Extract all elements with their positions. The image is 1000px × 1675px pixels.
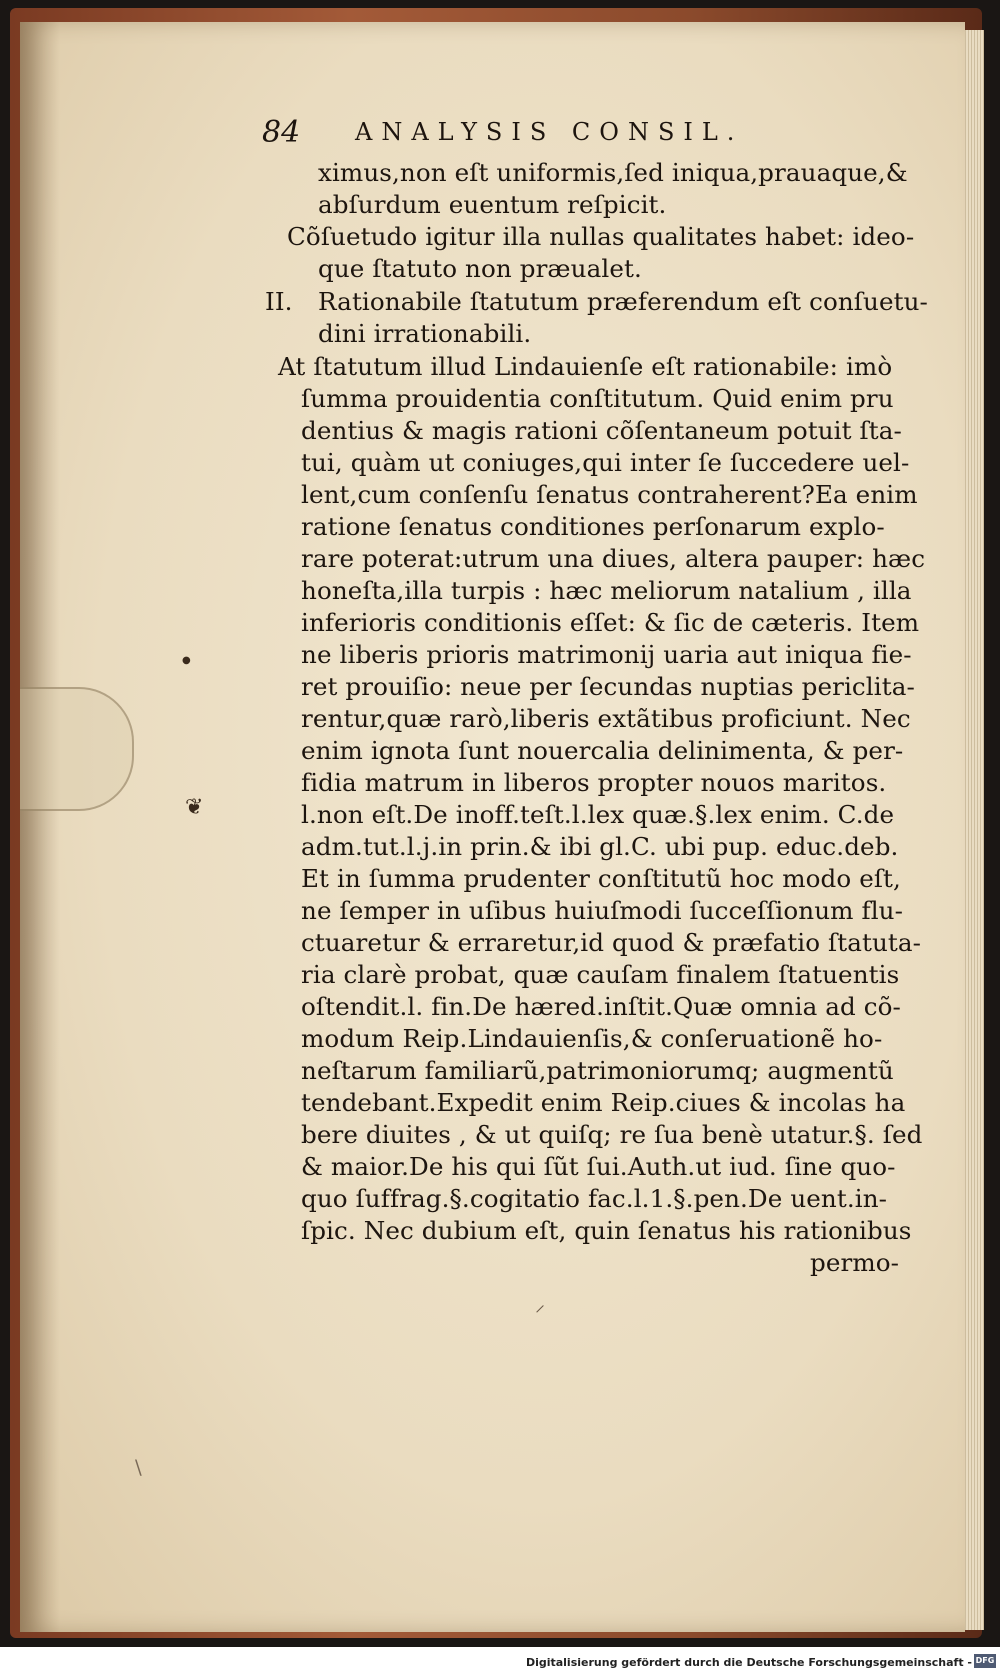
- text-line: tui, quàm ut coniuges,qui inter ſe ſuccedere uel-: [301, 448, 910, 477]
- text-line: ne liberis prioris matrimonij uaria aut iniqua fie-: [301, 640, 912, 669]
- text-line: lent,cum conſenſu ſenatus contraherent?Ea enim: [301, 480, 918, 509]
- text-line: abſurdum euentum reſpicit.: [318, 190, 667, 219]
- text-line: & maior.De his qui ſũt ſui.Auth.ut iud. ſine quo-: [301, 1152, 896, 1181]
- stray-mark: \: [135, 1455, 142, 1479]
- text-line: quo ſuffrag.§.cogitatio fac.l.1.§.pen.De uent.in-: [301, 1184, 888, 1213]
- stray-mark: ●: [182, 655, 191, 666]
- text-line: oſtendit.l. fin.De hæred.inſtit.Quæ omnia ad cõ-: [301, 992, 901, 1021]
- text-line: fidia matrum in liberos propter nouos maritos.: [301, 768, 887, 797]
- text-line: adm.tut.l.j.in prin.& ibi gl.C. ubi pup. educ.deb.: [301, 832, 899, 861]
- text-line: ret prouiſio: neue per ſecundas nuptias periclita-: [301, 672, 915, 701]
- page-gutter-shadow: [20, 22, 60, 1632]
- text-line: neſtarum familiarũ,patrimoniorumq; augmentũ: [301, 1056, 894, 1085]
- text-line: At ſtatutum illud Lindauienſe eſt rationabile: imò: [278, 352, 893, 381]
- text-line: ximus,non eſt uniformis,ſed iniqua,prauaque,&: [318, 158, 908, 187]
- text-line: ria clarè probat, quæ cauſam finalem ſtatuentis: [301, 960, 900, 989]
- text-line: dentius & magis rationi cõſentaneum potuit ſta-: [301, 416, 902, 445]
- text-line: rare poterat:utrum una diues, altera pauper: hæc: [301, 544, 926, 573]
- text-line: enim ignota ſunt nouercalia delinimenta, & per-: [301, 736, 904, 765]
- text-line: bere diuites , & ut quiſq; re ſua benè utatur.§. ſed: [301, 1120, 923, 1149]
- section-number: II.: [265, 287, 293, 316]
- running-title: ANALYSIS CONSIL.: [355, 118, 744, 146]
- text-line: ſumma prouidentia conſtitutum. Quid enim pru: [301, 384, 894, 413]
- funding-credit: Digitalisierung gefördert durch die Deutsche Forschungsgemeinschaft -: [525, 1656, 972, 1669]
- text-line: Rationabile ſtatutum præferendum eſt conſuetu-: [318, 287, 928, 316]
- text-line: modum Reip.Lindauienſis,& conſeruationẽ ho-: [301, 1024, 883, 1053]
- catchword: permo-: [810, 1248, 900, 1277]
- dfg-logo: DFG: [974, 1654, 996, 1668]
- text-line: l.non eſt.De inoff.teſt.l.lex quæ.§.lex enim. C.de: [301, 800, 895, 829]
- text-line: dini irrationabili.: [318, 319, 532, 348]
- text-line: ſpic. Nec dubium eſt, quin ſenatus his rationibus: [301, 1216, 912, 1245]
- text-line: ne ſemper in uſibus huiuſmodi ſucceſſionum flu-: [301, 896, 904, 925]
- text-line: ratione ſenatus conditiones perſonarum explo-: [301, 512, 885, 541]
- text-line: tendebant.Expedit enim Reip.ciues & incolas ha: [301, 1088, 906, 1117]
- page-clip-tab: [20, 687, 134, 811]
- text-line: Cõſuetudo igitur illa nullas qualitates habet: ideo-: [287, 222, 915, 251]
- text-line: inferioris conditionis eſſet: & ſic de cæteris. Item: [301, 608, 920, 637]
- text-line: honeſta,illa turpis : hæc meliorum natalium , illa: [301, 576, 912, 605]
- text-line: Et in ſumma prudenter conſtitutũ hoc modo eſt,: [301, 864, 901, 893]
- page-number: 84: [262, 115, 301, 150]
- text-line: que ſtatuto non præualet.: [318, 254, 642, 283]
- stray-mark: ❦: [185, 795, 204, 820]
- text-line: ctuaretur & erraretur,id quod & præfatio ſtatuta-: [301, 928, 922, 957]
- stray-mark: ⸝: [535, 1292, 545, 1316]
- text-line: rentur,quæ rarò,liberis extãtibus proficiunt. Nec: [301, 704, 911, 733]
